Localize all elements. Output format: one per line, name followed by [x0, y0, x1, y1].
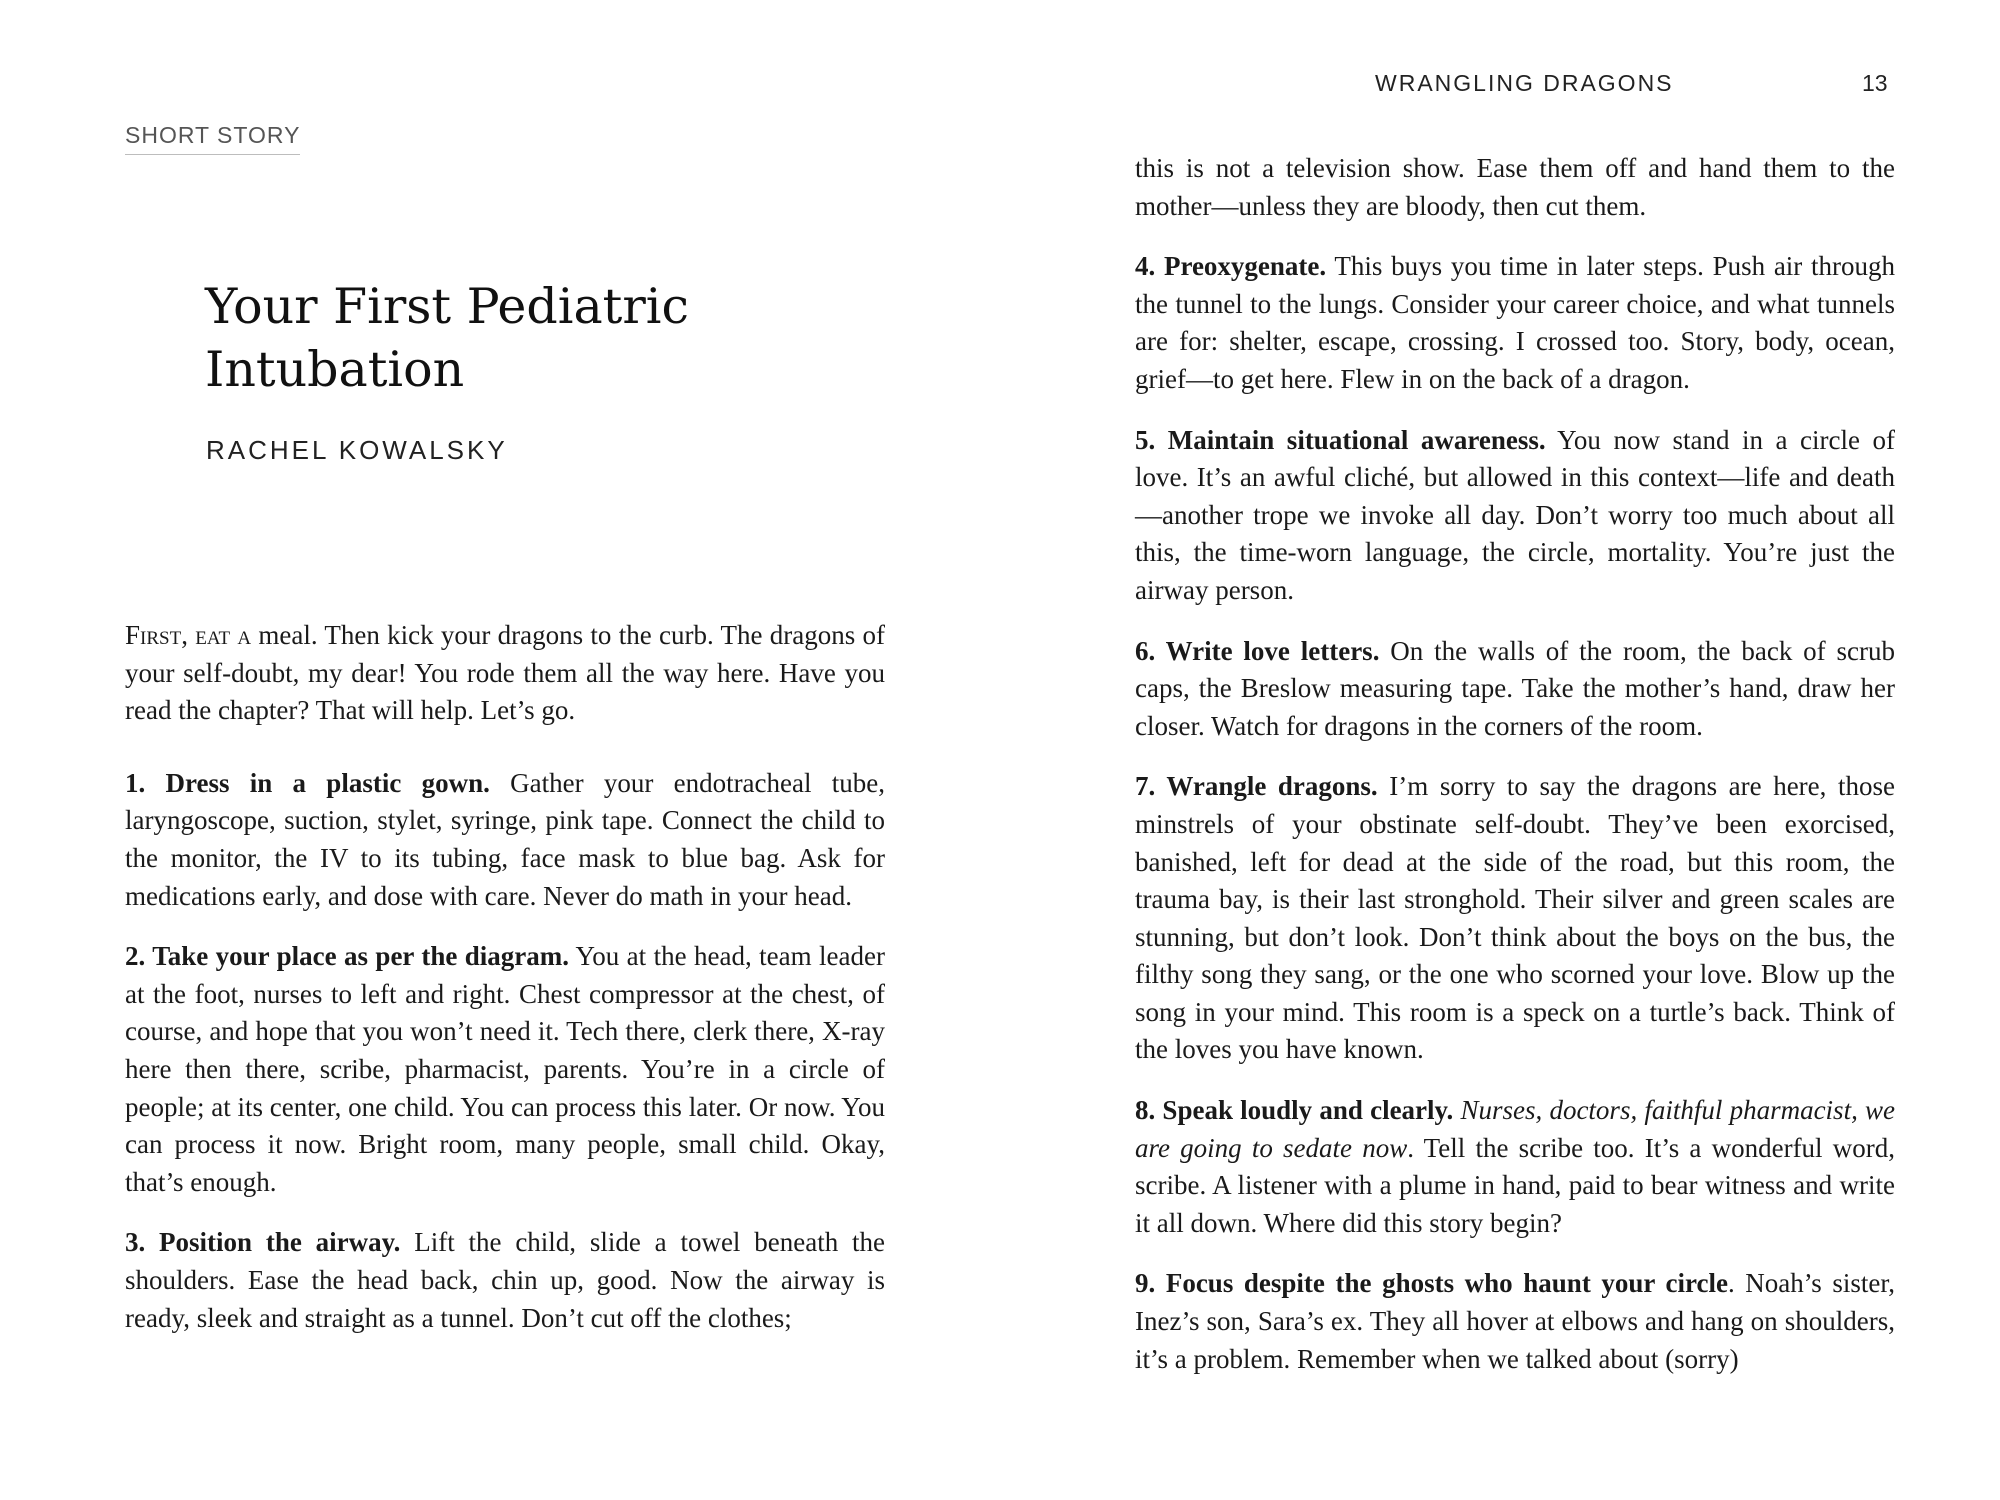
step-text-9: . Noah’s sister, Inez’s son, Sara’s ex. They all hover at elbows and hang on shoulders, it’s a problem. Remember when we talked about (sorry)	[1135, 1268, 1896, 1374]
step-heading-6: 6. Write love letters.	[1135, 635, 1380, 666]
step-heading-8: 8. Speak loudly and clearly.	[1135, 1095, 1454, 1126]
step-text-5: You now stand in a circle of love. It’s an awful cliché, but allowed in this context—life and death—another trope we invoke all day. Don’t worry too much about all this, the time-worn language, the circle, mortality. You’re just the airway person.	[1135, 424, 1895, 605]
author-name: RACHEL KOWALSKY	[206, 435, 508, 465]
step-heading-4: 4. Preoxygenate.	[1135, 251, 1327, 282]
step-heading-3: 3. Position the airway.	[125, 1227, 401, 1258]
page-number: 13	[1862, 70, 1888, 96]
step-paragraph-6	[1135, 633, 1895, 746]
step-italic-8: Nurses, doctors, faithful pharmacist, we are going to sedate now	[1135, 1095, 1895, 1163]
step-paragraph-3	[125, 1224, 885, 1337]
step-paragraph-7	[1135, 768, 1895, 1069]
step-heading-9: 9. Focus despite the ghosts who haunt your circle	[1135, 1268, 1728, 1299]
step-paragraph-2	[125, 938, 885, 1201]
intro-paragraph	[125, 617, 885, 730]
step-text-2: You at the head, team leader at the foot, nurses to left and right. Chest compressor at the chest, of course, and hope that you won’t need it. Tech there, clerk there, X-ray here then there, scribe, pharmacist, parents. You’re in a circle of people; at its center, one child. You can process this later. Or now. You can process it now. Bright room, many people, small child. Okay, that’s enough.	[125, 941, 885, 1197]
step-heading-7: 7. Wrangle dragons.	[1135, 771, 1378, 802]
step-paragraph-5	[1135, 422, 1895, 610]
step-paragraph-9	[1135, 1265, 1895, 1378]
step-text-3: Lift the child, slide a towel beneath the shoulders. Ease the head back, chin up, good. Now the airway is ready, sleek and straight as a tunnel. Don’t cut off the clothes;	[125, 1227, 885, 1333]
running-head: WRANGLING DRAGONS	[1375, 70, 1674, 96]
step-text-7: I’m sorry to say the dragons are here, those minstrels of your obstinate self-doubt. They’ve been exorcised, banished, left for dead at the side of the road, but this room, the trauma bay, is their last stronghold. Their silver and green scales are stunning, but don’t look. Don’t think about the boys on the bus, the filthy song they sang, or the one who scorned your love. Blow up the song in your mind. This room is a speck on a turtle’s back. Think of the loves you have known.	[1135, 771, 1895, 1065]
step-text-4: This buys you time in later steps. Push air through the tunnel to the lungs. Consider your career choice, and what tunnels are for: shelter, escape, crossing. I crossed too. Story, body, ocean, grief—to get here. Flew in on the back of a dragon.	[1135, 251, 1896, 394]
step-heading-2: 2. Take your place as per the diagram.	[125, 941, 570, 972]
step-heading-5: 5. Maintain situational awareness.	[1135, 424, 1546, 455]
step-paragraph-4	[1135, 248, 1895, 398]
story-title	[205, 275, 805, 401]
step-paragraph-8	[1135, 1092, 1895, 1242]
step-text-8: . Tell the scribe too. It’s a wonderful word, scribe. A listener with a plume in hand, paid to bear witness and write it all down. Where did this story begin?	[1135, 1132, 1895, 1238]
intro-text: meal. Then kick your dragons to the curb. The dragons of your self-doubt, my dear! You rode them all the way here. Have you read the chapter? That will help. Let’s go.	[125, 620, 885, 726]
step-heading-1: 1. Dress in a plastic gown.	[125, 767, 490, 798]
left-body-column	[125, 617, 885, 1360]
step-paragraph-1	[125, 765, 885, 915]
step-text-6: On the walls of the room, the back of scrub caps, the Breslow measuring tape. Take the mother’s hand, draw her closer. Watch for dragons in the corners of the room.	[1135, 635, 1896, 741]
intro-lead-in: First, eat a	[125, 620, 252, 650]
right-page	[1000, 0, 2000, 1500]
story-title-line-1: Your First Pediatric	[205, 278, 689, 335]
continuation-paragraph: this is not a television show. Ease them off and hand them to the mother—unless they are bloody, then cut them.	[1135, 153, 1895, 221]
section-label: SHORT STORY	[125, 122, 300, 155]
step-text-1: Gather your endotracheal tube, laryngoscope, suction, stylet, syringe, pink tape. Connect the child to the monitor, the IV to its tubing, face mask to blue bag. Ask for medications early, and dose with care. Never do math in your head.	[125, 767, 885, 911]
right-body-column	[1135, 150, 1895, 1401]
story-title-line-2: Intubation	[205, 341, 465, 398]
